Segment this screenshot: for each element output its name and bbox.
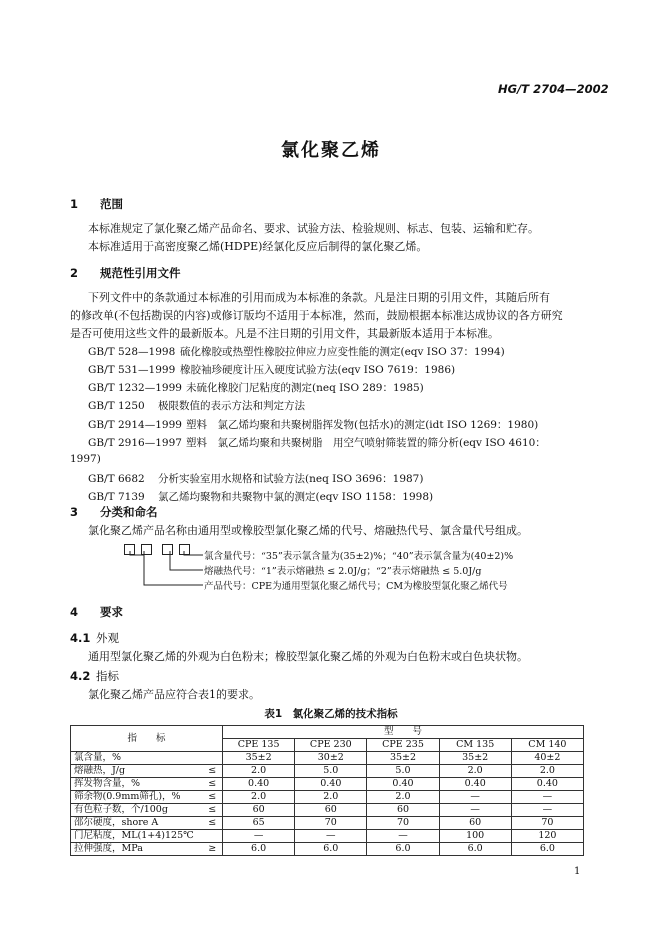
table-row [71, 791, 584, 804]
table-cell: 70 [511, 817, 583, 830]
reference-item-continuation: 1997) [70, 453, 101, 465]
row-label: 筛余物(0.9mm筛孔)，% [71, 791, 203, 804]
table-caption: 表1 氯化聚乙烯的技术指标 [264, 708, 398, 720]
row-limit-symbol: ≥ [203, 843, 223, 856]
row-limit-symbol: ≤ [203, 817, 223, 830]
table-cell: 100 [439, 830, 511, 843]
row-limit-symbol [203, 752, 223, 765]
section-1-heading: 1 范围 [70, 197, 123, 211]
table-row [71, 752, 584, 765]
table-cell: 65 [223, 817, 295, 830]
table-cell: 35±2 [223, 752, 295, 765]
row-label: 门尼粘度，ML(1+4)125℃ [71, 830, 203, 843]
section-3-heading: 3 分类和命名 [70, 505, 158, 519]
table-header-item: 指 标 [71, 726, 223, 752]
row-label: 熔融热，J/g [71, 765, 203, 778]
table-cell: 0.40 [367, 778, 439, 791]
table-cell: 6.0 [511, 843, 583, 856]
table-cell: 35±2 [439, 752, 511, 765]
table-cell: 40±2 [511, 752, 583, 765]
table-cell: 6.0 [223, 843, 295, 856]
table-cell: 5.0 [295, 765, 367, 778]
row-limit-symbol: ≤ [203, 765, 223, 778]
document-title: 氯化聚乙烯 [281, 140, 381, 161]
table-cell: — [511, 791, 583, 804]
standard-number: HG/T 2704—2002 [498, 82, 609, 96]
table-row [71, 765, 584, 778]
column-header: CPE 230 [295, 739, 367, 752]
table-row [71, 804, 584, 817]
row-limit-symbol: ≤ [203, 804, 223, 817]
section-4-2-heading: 4.2 指标 [70, 669, 119, 683]
table-cell: 2.0 [511, 765, 583, 778]
product-code-annotation: 产品代号：CPE为通用型氯化聚乙烯代号；CM为橡胶型氯化聚乙烯代号 [204, 581, 508, 592]
table-cell: 6.0 [367, 843, 439, 856]
table-cell: 5.0 [367, 765, 439, 778]
table-cell: 6.0 [295, 843, 367, 856]
table-cell: 120 [511, 830, 583, 843]
table-cell: 2.0 [439, 765, 511, 778]
row-limit-symbol [203, 830, 223, 843]
table-cell: 0.40 [223, 778, 295, 791]
table-cell: — [511, 804, 583, 817]
table-header-group: 型 号 [223, 726, 584, 739]
column-header: CPE 135 [223, 739, 295, 752]
section-4-1-para: 通用型氯化聚乙烯的外观为白色粉末；橡胶型氯化聚乙烯的外观为白色粉末或白色块状物。 [88, 650, 528, 663]
row-label: 邵尔硬度，shore A [71, 817, 203, 830]
row-label: 氯含量，% [71, 752, 203, 765]
table-cell: — [367, 830, 439, 843]
reference-item: GB/T 531—1999 橡胶袖珍硬度计压入硬度试验方法(eqv ISO 7619：1986) [88, 364, 456, 376]
table-cell: — [223, 830, 295, 843]
section-1-para-1: 本标准规定了氯化聚乙烯产品命名、要求、试验方法、检验规则、标志、包装、运输和贮存。 [88, 222, 539, 235]
reference-item: GB/T 528—1998 硫化橡胶或热塑性橡胶拉伸应力应变性能的测定(eqv ISO 37：1994) [88, 346, 505, 358]
table-cell: 6.0 [439, 843, 511, 856]
spec-table [70, 725, 584, 856]
table-cell: 70 [295, 817, 367, 830]
reference-item: GB/T 1250 极限数值的表示方法和判定方法 [88, 400, 305, 412]
table-cell: 60 [439, 817, 511, 830]
column-header: CM 140 [511, 739, 583, 752]
section-4-1-heading: 4.1 外观 [70, 631, 119, 645]
row-limit-symbol: ≤ [203, 791, 223, 804]
table-cell: 30±2 [295, 752, 367, 765]
table-row [71, 830, 584, 843]
table-cell: — [439, 791, 511, 804]
section-4-2-para: 氯化聚乙烯产品应符合表1的要求。 [88, 688, 260, 701]
table-cell: 0.40 [439, 778, 511, 791]
section-2-intro-line-3: 是否可使用这些文件的最新版本。凡是不注日期的引用文件，其最新版本适用于本标准。 [70, 327, 499, 340]
table-cell: 0.40 [511, 778, 583, 791]
table-cell: 35±2 [367, 752, 439, 765]
table-row [71, 843, 584, 856]
reference-item: GB/T 7139 氯乙烯均聚物和共聚物中氯的测定(eqv ISO 1158：1998) [88, 491, 434, 503]
column-header: CPE 235 [367, 739, 439, 752]
page-number: 1 [574, 866, 581, 877]
reference-item: GB/T 1232—1999 未硫化橡胶门尼粘度的测定(neq ISO 289：1985) [88, 382, 424, 394]
table-cell: — [295, 830, 367, 843]
chlorine-code-annotation: 氯含量代号：“35”表示氯含量为(35±2)%；“40”表示氯含量为(40±2)% [204, 551, 514, 562]
row-label: 挥发物含量，% [71, 778, 203, 791]
fusion-heat-code-annotation: 熔融热代号：“1”表示熔融热 ≤ 2.0J/g；“2”表示熔融热 ≤ 5.0J/g [204, 566, 482, 577]
table-cell: 60 [295, 804, 367, 817]
table-cell: 2.0 [295, 791, 367, 804]
table-cell: 60 [223, 804, 295, 817]
column-header: CM 135 [439, 739, 511, 752]
section-3-para: 氯化聚乙烯产品名称由通用型或橡胶型氯化聚乙烯的代号、熔融热代号、氯含量代号组成。 [88, 524, 528, 537]
table-cell: 2.0 [223, 765, 295, 778]
section-2-heading: 2 规范性引用文件 [70, 266, 181, 280]
table-row [71, 817, 584, 830]
reference-item: GB/T 2916—1997 塑料 氯乙烯均聚和共聚树脂 用空气喷射筛装置的筛分析(eqv ISO 4610： [88, 437, 546, 449]
table-cell: 0.40 [295, 778, 367, 791]
table-cell: 60 [367, 804, 439, 817]
table-row [71, 778, 584, 791]
reference-item: GB/T 6682 分析实验室用水规格和试验方法(neq ISO 3696：1987) [88, 473, 424, 485]
section-2-intro-line-2: 的修改单(不包括勘误的内容)或修订版均不适用于本标准，然而，鼓励根据本标准达成协议的各方研究 [70, 309, 563, 322]
section-4-heading: 4 要求 [70, 605, 123, 619]
reference-item: GB/T 2914—1999 塑料 氯乙烯均聚和共聚树脂挥发物(包括水)的测定(idt ISO 1269：1980) [88, 419, 539, 431]
table-cell: 2.0 [223, 791, 295, 804]
section-1-para-2: 本标准适用于高密度聚乙烯(HDPE)经氯化反应后制得的氯化聚乙烯。 [88, 240, 428, 253]
table-cell: 2.0 [367, 791, 439, 804]
row-label: 有色粒子数，个/100g [71, 804, 203, 817]
row-label: 拉伸强度，MPa [71, 843, 203, 856]
table-cell: 70 [367, 817, 439, 830]
section-2-intro-line-1: 下列文件中的条款通过本标准的引用而成为本标准的条款。凡是注日期的引用文件，其随后所有 [88, 291, 550, 304]
table-cell: — [439, 804, 511, 817]
row-limit-symbol: ≤ [203, 778, 223, 791]
